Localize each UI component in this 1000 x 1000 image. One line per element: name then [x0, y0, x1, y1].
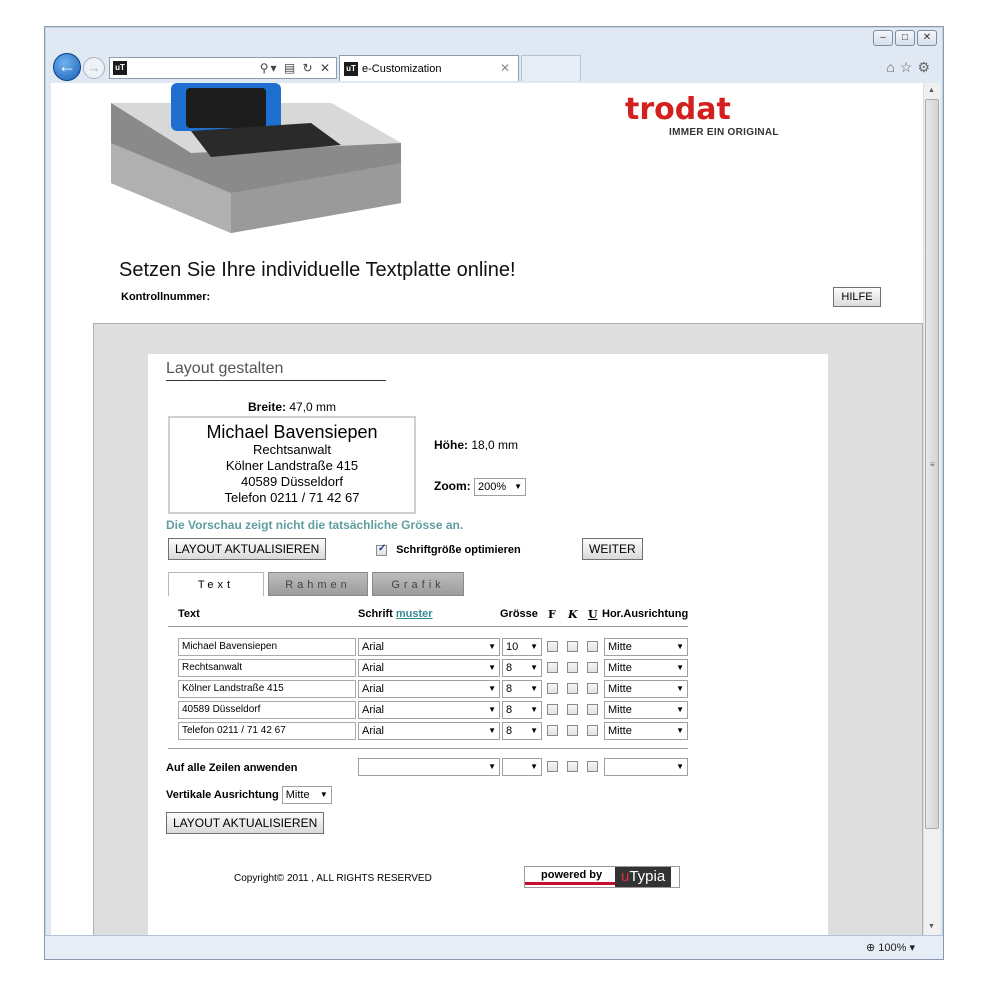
- chevron-down-icon: ▼: [676, 762, 684, 771]
- table-row: [168, 680, 688, 700]
- size-select[interactable]: [502, 638, 542, 656]
- scroll-down-icon[interactable]: ▼: [928, 923, 935, 930]
- update-layout-button[interactable]: LAYOUT AKTUALISIEREN: [168, 538, 326, 560]
- browser-tab[interactable]: [339, 55, 519, 81]
- apply-font-select[interactable]: [358, 758, 500, 776]
- table-row: [168, 659, 688, 679]
- chevron-down-icon: ▼: [676, 726, 684, 735]
- section-title: Layout gestalten: [166, 360, 386, 381]
- chevron-down-icon: ▼: [530, 642, 538, 651]
- size-value: 8: [506, 683, 513, 695]
- underline-checkbox[interactable]: [587, 704, 598, 715]
- chevron-down-icon: ▼: [488, 726, 496, 735]
- underline-checkbox[interactable]: [587, 641, 598, 652]
- window-controls: [873, 30, 937, 46]
- apply-bold-checkbox[interactable]: [547, 761, 558, 772]
- maximize-icon[interactable]: □: [895, 30, 915, 46]
- zoom-select[interactable]: [474, 478, 526, 496]
- powered-by-label: powered by: [525, 869, 615, 885]
- width-display: [248, 400, 336, 414]
- vertical-align-select[interactable]: [282, 786, 332, 804]
- width-label: Breite:: [248, 400, 287, 414]
- underline-checkbox[interactable]: [587, 725, 598, 736]
- column-font-label: Schrift: [358, 608, 393, 620]
- trodat-logo: [625, 92, 825, 138]
- height-value: 18,0 mm: [471, 438, 519, 452]
- new-tab-button[interactable]: [521, 55, 581, 81]
- apply-all-label: Auf alle Zeilen anwenden: [166, 762, 298, 774]
- chevron-down-icon: ▼: [530, 762, 538, 771]
- vertical-scrollbar[interactable]: [923, 83, 940, 935]
- font-select[interactable]: [358, 680, 500, 698]
- address-bar[interactable]: [109, 57, 337, 79]
- logo-tagline: IMMER EIN ORIGINAL: [669, 127, 779, 138]
- table-row: [168, 638, 688, 658]
- minimize-icon[interactable]: –: [873, 30, 893, 46]
- apply-size-select[interactable]: [502, 758, 542, 776]
- preview-line: Telefon 0211 / 71 42 67: [224, 490, 360, 505]
- editor-frame: [93, 323, 923, 935]
- status-bar: [45, 935, 943, 959]
- italic-checkbox[interactable]: [567, 725, 578, 736]
- forward-arrow-icon[interactable]: →: [83, 57, 105, 79]
- apply-all-row: [168, 758, 688, 778]
- address-actions-icon[interactable]: ⚲▾ ▤ ↻ ✕: [259, 61, 332, 75]
- apply-align-select[interactable]: [604, 758, 688, 776]
- font-select[interactable]: [358, 722, 500, 740]
- chevron-down-icon: ▼: [676, 663, 684, 672]
- preview-line: 40589 Düsseldorf: [241, 474, 343, 489]
- chevron-down-icon: ▼: [530, 684, 538, 693]
- italic-checkbox[interactable]: [567, 641, 578, 652]
- table-row: [168, 701, 688, 721]
- vertical-align-label: Vertikale Ausrichtung: [166, 788, 279, 801]
- utypia-logo-u: u: [621, 868, 630, 885]
- preview-line: Rechtsanwalt: [252, 442, 332, 457]
- chevron-down-icon: ▼: [676, 642, 684, 651]
- font-value: Arial: [362, 725, 385, 737]
- copyright-text: Copyright© 2011 , ALL RIGHTS RESERVED: [234, 873, 432, 884]
- zoom-value: 200%: [478, 481, 507, 493]
- size-select[interactable]: [502, 680, 542, 698]
- align-select[interactable]: [604, 680, 688, 698]
- font-select[interactable]: [358, 701, 500, 719]
- font-value: Arial: [362, 704, 385, 716]
- zoom-control: [434, 478, 526, 496]
- font-value: Arial: [362, 641, 385, 653]
- tab-favicon-icon: uT: [344, 62, 358, 76]
- chevron-down-icon: ▼: [488, 705, 496, 714]
- favorites-star-icon[interactable]: ☆: [899, 59, 918, 75]
- preview-line: Michael Bavensiepen: [206, 422, 378, 442]
- line-text-input[interactable]: 40589 Düsseldorf: [178, 701, 356, 719]
- tab-grafik[interactable]: Grafik: [372, 572, 464, 596]
- navigation-bar: [45, 51, 943, 83]
- align-select[interactable]: [604, 701, 688, 719]
- preview-line: Kölner Landstraße 415: [225, 458, 359, 473]
- line-text-input[interactable]: Michael Bavensiepen: [178, 638, 356, 656]
- align-select[interactable]: [604, 722, 688, 740]
- utypia-logo: [615, 867, 671, 887]
- back-arrow-icon[interactable]: ←: [53, 53, 81, 81]
- editor-tabs: [168, 572, 688, 596]
- bold-checkbox[interactable]: [547, 662, 558, 673]
- help-button[interactable]: HILFE: [833, 287, 881, 307]
- chevron-down-icon: ▼: [319, 790, 328, 799]
- next-button[interactable]: WEITER: [582, 538, 643, 560]
- zoom-label: Zoom:: [434, 479, 471, 494]
- column-italic: K: [568, 608, 578, 621]
- height-display: [434, 438, 518, 452]
- site-favicon-icon: uT: [113, 61, 127, 75]
- size-select[interactable]: [502, 701, 542, 719]
- font-select[interactable]: [358, 638, 500, 656]
- align-value: Mitte: [608, 683, 632, 695]
- grip-icon: ≡: [930, 460, 935, 469]
- vertical-align-control: [166, 786, 332, 804]
- align-select[interactable]: [604, 638, 688, 656]
- chevron-down-icon: ▼: [676, 684, 684, 693]
- toolbar-icons: [886, 59, 935, 76]
- stamp-preview: [168, 416, 416, 514]
- table-row: [168, 722, 688, 742]
- align-value: Mitte: [608, 662, 632, 674]
- chevron-down-icon: ▼: [530, 726, 538, 735]
- align-value: Mitte: [608, 641, 632, 653]
- browser-window: [44, 26, 944, 960]
- bold-checkbox[interactable]: [547, 725, 558, 736]
- italic-checkbox[interactable]: [567, 704, 578, 715]
- zoom-icon: ⊕: [866, 942, 876, 954]
- underline-checkbox[interactable]: [587, 662, 598, 673]
- italic-checkbox[interactable]: [567, 683, 578, 694]
- optimize-font-option: [376, 544, 521, 556]
- size-value: 8: [506, 725, 513, 737]
- table-divider: [168, 748, 688, 749]
- layout-editor: [148, 354, 828, 935]
- height-label: Höhe:: [434, 438, 468, 452]
- powered-by-badge: [524, 866, 680, 888]
- bold-checkbox[interactable]: [547, 641, 558, 652]
- vertical-align-value: Mitte: [285, 789, 310, 801]
- close-window-icon[interactable]: ✕: [917, 30, 937, 46]
- font-sample-link[interactable]: muster: [395, 608, 433, 620]
- home-icon[interactable]: ⌂: [886, 59, 900, 75]
- font-select[interactable]: [358, 659, 500, 677]
- tab-text[interactable]: Text: [168, 572, 264, 596]
- chevron-down-icon: ▼: [488, 762, 496, 771]
- column-bold: F: [548, 608, 556, 621]
- font-value: Arial: [362, 662, 385, 674]
- chevron-down-icon: ▼: [676, 705, 684, 714]
- bold-checkbox[interactable]: [547, 704, 558, 715]
- size-select[interactable]: [502, 722, 542, 740]
- bold-checkbox[interactable]: [547, 683, 558, 694]
- tab-title: e-Customization: [362, 62, 442, 75]
- column-size: Grösse: [500, 608, 538, 620]
- chevron-down-icon: ▼: [488, 663, 496, 672]
- tab-close-icon[interactable]: ✕: [499, 61, 510, 75]
- optimize-font-checkbox[interactable]: [376, 545, 387, 556]
- column-font: [358, 608, 433, 620]
- chevron-down-icon: ▼: [530, 663, 538, 672]
- update-layout-bottom-button[interactable]: LAYOUT AKTUALISIEREN: [166, 812, 324, 834]
- line-text-input[interactable]: Telefon 0211 / 71 42 67: [178, 722, 356, 740]
- utypia-logo-rest: Typia: [629, 868, 666, 885]
- chevron-down-icon: ▼: [488, 642, 496, 651]
- size-value: 8: [506, 704, 513, 716]
- logo-wordmark: trodat: [625, 92, 731, 127]
- scrollbar-thumb[interactable]: [925, 99, 939, 829]
- preview-note: Die Vorschau zeigt nicht die tatsächliche Grösse an.: [166, 518, 464, 532]
- column-underline: U: [588, 608, 598, 621]
- underline-checkbox[interactable]: [587, 683, 598, 694]
- apply-underline-checkbox[interactable]: [587, 761, 598, 772]
- column-align: Hor.Ausrichtung: [602, 608, 689, 620]
- align-value: Mitte: [608, 725, 632, 737]
- apply-italic-checkbox[interactable]: [567, 761, 578, 772]
- settings-gear-icon[interactable]: ⚙: [917, 59, 935, 75]
- column-text: Text: [178, 608, 200, 620]
- control-number-label: Kontrollnummer:: [121, 291, 211, 303]
- chevron-down-icon: ▼: [514, 482, 522, 491]
- zoom-level[interactable]: ⊕ 100% ▾: [866, 942, 915, 954]
- optimize-font-label: Schriftgröße optimieren: [396, 544, 521, 556]
- size-value: 10: [506, 641, 519, 653]
- italic-checkbox[interactable]: [567, 662, 578, 673]
- align-value: Mitte: [608, 704, 632, 716]
- align-select[interactable]: [604, 659, 688, 677]
- page-viewport: [51, 83, 923, 935]
- size-select[interactable]: [502, 659, 542, 677]
- chevron-down-icon: ▼: [488, 684, 496, 693]
- tab-rahmen[interactable]: Rahmen: [268, 572, 368, 596]
- zoom-level-value: 100%: [878, 942, 907, 954]
- page-title: Setzen Sie Ihre individuelle Textplatte online!: [119, 259, 516, 281]
- width-value: 47,0 mm: [289, 400, 337, 414]
- font-value: Arial: [362, 683, 385, 695]
- header-divider: [168, 626, 688, 627]
- line-text-input[interactable]: Kölner Landstraße 415: [178, 680, 356, 698]
- scroll-up-icon[interactable]: ▲: [928, 87, 935, 94]
- chevron-down-icon: ▼: [530, 705, 538, 714]
- size-value: 8: [506, 662, 513, 674]
- stamp-product-image: [111, 83, 401, 233]
- line-text-input[interactable]: Rechtsanwalt: [178, 659, 356, 677]
